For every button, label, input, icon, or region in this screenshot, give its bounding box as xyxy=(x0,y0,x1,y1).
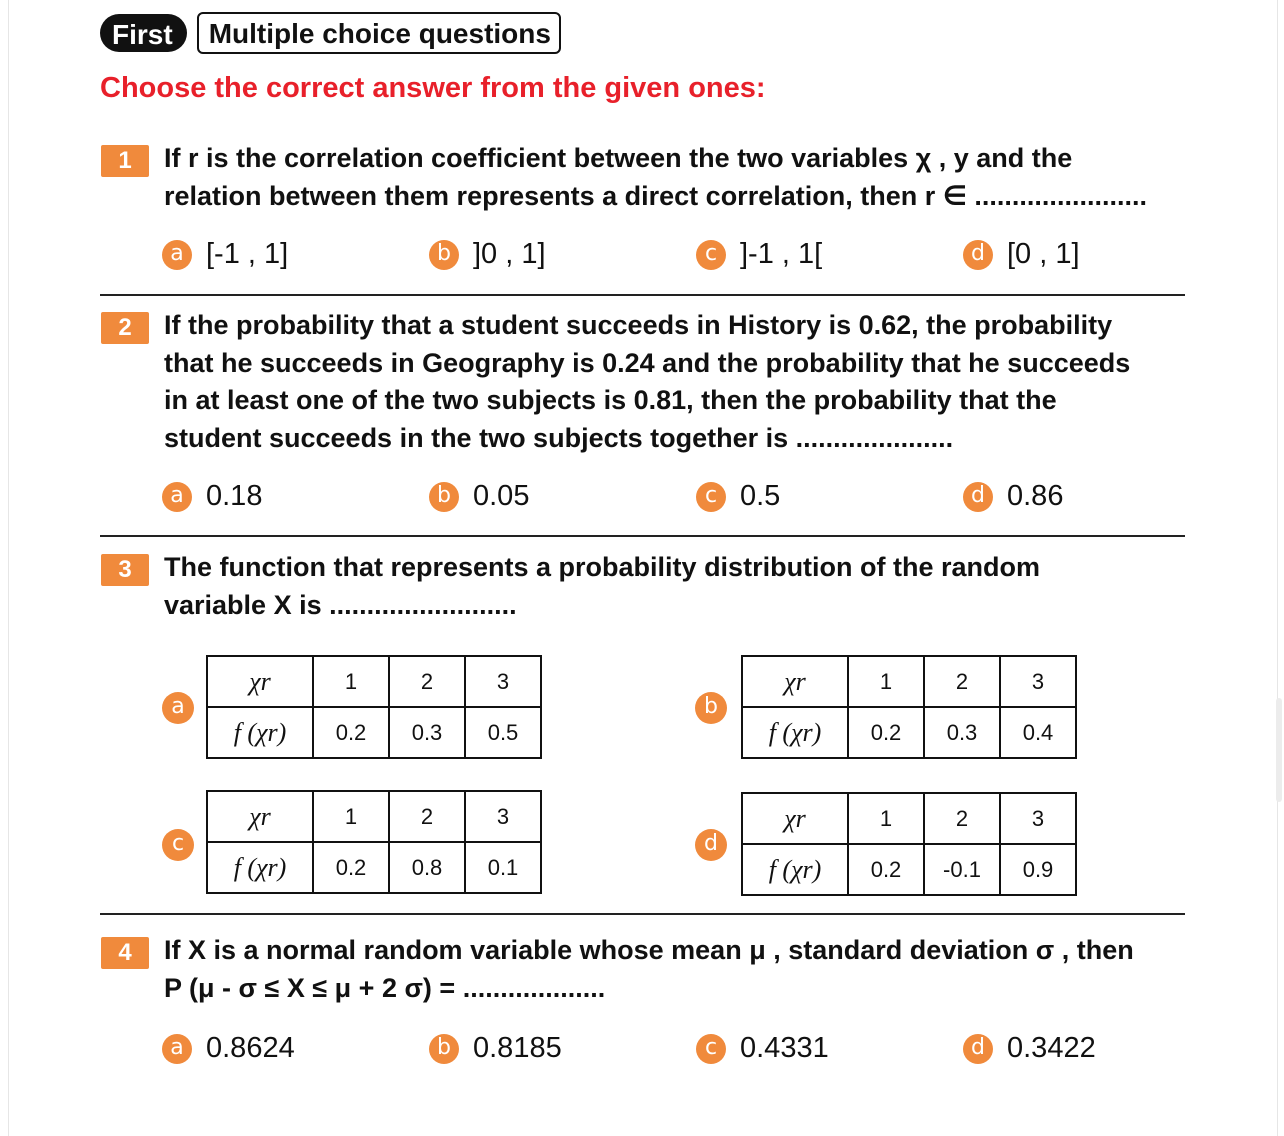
question-text-1 xyxy=(164,140,1147,215)
table-cell: 0.2 xyxy=(313,707,389,758)
row-label-f: f (χr) xyxy=(207,842,313,893)
option-letter[interactable]: c xyxy=(162,829,194,861)
question-number-2: 2 xyxy=(101,312,149,344)
question-line: student succeeds in the two subjects together is ..................... xyxy=(164,422,954,453)
option-letter: c xyxy=(696,1034,726,1064)
table-cell: 0.1 xyxy=(465,842,541,893)
option-q2-a[interactable] xyxy=(162,480,262,513)
option-text: 0.4331 xyxy=(740,1032,829,1064)
table-cell: 0.2 xyxy=(848,844,924,895)
table-cell: 3 xyxy=(1000,793,1076,844)
option-text: 0.5 xyxy=(740,480,781,512)
scrollbar-thumb[interactable] xyxy=(1276,698,1282,802)
question-line: in at least one of the two subjects is 0.81, then the probability that the xyxy=(164,385,1057,416)
distribution-table-d[interactable] xyxy=(741,792,1077,896)
option-q1-b[interactable] xyxy=(429,238,546,271)
question-line: The function that represents a probability distribution of the random xyxy=(164,552,1041,582)
row-label-x: χr xyxy=(742,656,848,707)
option-q1-a[interactable] xyxy=(162,238,288,271)
table-cell: 0.3 xyxy=(924,707,1000,758)
table-cell: 0.3 xyxy=(389,707,465,758)
option-letter: b xyxy=(429,482,459,512)
option-letter[interactable]: b xyxy=(695,692,727,724)
option-text: 0.8185 xyxy=(473,1032,562,1064)
question-text-2 xyxy=(164,307,1130,457)
table-row-x xyxy=(207,791,541,842)
page-right-edge xyxy=(1277,0,1278,1136)
table-cell: 0.2 xyxy=(848,707,924,758)
option-letter[interactable]: a xyxy=(162,692,194,724)
option-q4-a[interactable] xyxy=(162,1032,295,1065)
table-cell: 2 xyxy=(924,656,1000,707)
table-cell: 0.8 xyxy=(389,842,465,893)
question-divider xyxy=(100,535,1185,537)
table-cell: 0.9 xyxy=(1000,844,1076,895)
table-cell: 3 xyxy=(465,791,541,842)
section-badge: First xyxy=(100,14,187,52)
option-letter: c xyxy=(696,240,726,270)
option-text: 0.86 xyxy=(1007,480,1064,512)
table-cell: 1 xyxy=(313,791,389,842)
row-label-x: χr xyxy=(207,791,313,842)
question-text-3 xyxy=(164,549,1040,624)
question-line: relation between them represents a direct correlation, then r ∈ ....................... xyxy=(164,180,1147,211)
row-label-f: f (χr) xyxy=(742,707,848,758)
table-row-f xyxy=(742,844,1076,895)
option-q1-c[interactable] xyxy=(696,238,822,271)
option-q4-d[interactable] xyxy=(963,1032,1096,1065)
option-letter: d xyxy=(963,240,993,270)
question-line: P (μ - σ ≤ X ≤ μ + 2 σ) = ................... xyxy=(164,972,606,1003)
option-q1-d[interactable] xyxy=(963,238,1080,271)
option-letter[interactable]: d xyxy=(695,829,727,861)
option-q4-b[interactable] xyxy=(429,1032,562,1065)
distribution-table-c[interactable] xyxy=(206,790,542,894)
option-letter: b xyxy=(429,240,459,270)
table-row-f xyxy=(207,707,541,758)
question-text-4 xyxy=(164,932,1134,1007)
option-letter: a xyxy=(162,1034,192,1064)
option-letter: a xyxy=(162,482,192,512)
option-letter: a xyxy=(162,240,192,270)
table-cell: 0.2 xyxy=(313,842,389,893)
row-label-x: χr xyxy=(742,793,848,844)
table-cell: 1 xyxy=(848,793,924,844)
question-divider xyxy=(100,294,1185,296)
table-row-x xyxy=(742,656,1076,707)
question-divider xyxy=(100,913,1185,915)
table-cell: -0.1 xyxy=(924,844,1000,895)
row-label-f: f (χr) xyxy=(742,844,848,895)
question-line: If the probability that a student succeeds in History is 0.62, the probability xyxy=(164,310,1113,340)
section-title: Multiple choice questions xyxy=(197,12,561,54)
option-text: ]0 , 1] xyxy=(473,238,546,270)
table-cell: 1 xyxy=(313,656,389,707)
question-number-1: 1 xyxy=(101,145,149,177)
option-text: 0.18 xyxy=(206,480,263,512)
option-text: 0.8624 xyxy=(206,1032,295,1064)
row-label-x: χr xyxy=(207,656,313,707)
table-cell: 2 xyxy=(924,793,1000,844)
question-line: If X is a normal random variable whose mean μ , standard deviation σ , then xyxy=(164,935,1134,965)
question-line: variable X is ......................... xyxy=(164,589,517,620)
option-letter: d xyxy=(963,482,993,512)
option-text: [-1 , 1] xyxy=(206,238,289,270)
page-left-edge xyxy=(8,0,9,1136)
question-line: If r is the correlation coefficient between the two variables χ , y and the xyxy=(164,143,1073,173)
distribution-table-a[interactable] xyxy=(206,655,542,759)
option-text: 0.05 xyxy=(473,480,530,512)
option-text: 0.3422 xyxy=(1007,1032,1096,1064)
question-number-3: 3 xyxy=(101,554,149,586)
option-q2-b[interactable] xyxy=(429,480,529,513)
table-cell: 3 xyxy=(465,656,541,707)
table-row-x xyxy=(207,656,541,707)
table-cell: 3 xyxy=(1000,656,1076,707)
question-line: that he succeeds in Geography is 0.24 and the probability that he succeeds xyxy=(164,347,1131,378)
option-letter: b xyxy=(429,1034,459,1064)
row-label-f: f (χr) xyxy=(207,707,313,758)
section-header xyxy=(100,12,561,54)
option-letter: d xyxy=(963,1034,993,1064)
option-text: ]-1 , 1[ xyxy=(740,238,823,270)
question-number-4: 4 xyxy=(101,937,149,969)
option-text: [0 , 1] xyxy=(1007,238,1080,270)
table-cell: 1 xyxy=(848,656,924,707)
table-row-x xyxy=(742,793,1076,844)
table-cell: 0.4 xyxy=(1000,707,1076,758)
table-cell: 2 xyxy=(389,791,465,842)
option-q2-d[interactable] xyxy=(963,480,1063,513)
table-cell: 2 xyxy=(389,656,465,707)
table-row-f xyxy=(742,707,1076,758)
instruction-text: Choose the correct answer from the given ones: xyxy=(100,72,766,104)
option-q4-c[interactable] xyxy=(696,1032,829,1065)
table-row-f xyxy=(207,842,541,893)
option-q2-c[interactable] xyxy=(696,480,780,513)
distribution-table-b[interactable] xyxy=(741,655,1077,759)
table-cell: 0.5 xyxy=(465,707,541,758)
option-letter: c xyxy=(696,482,726,512)
